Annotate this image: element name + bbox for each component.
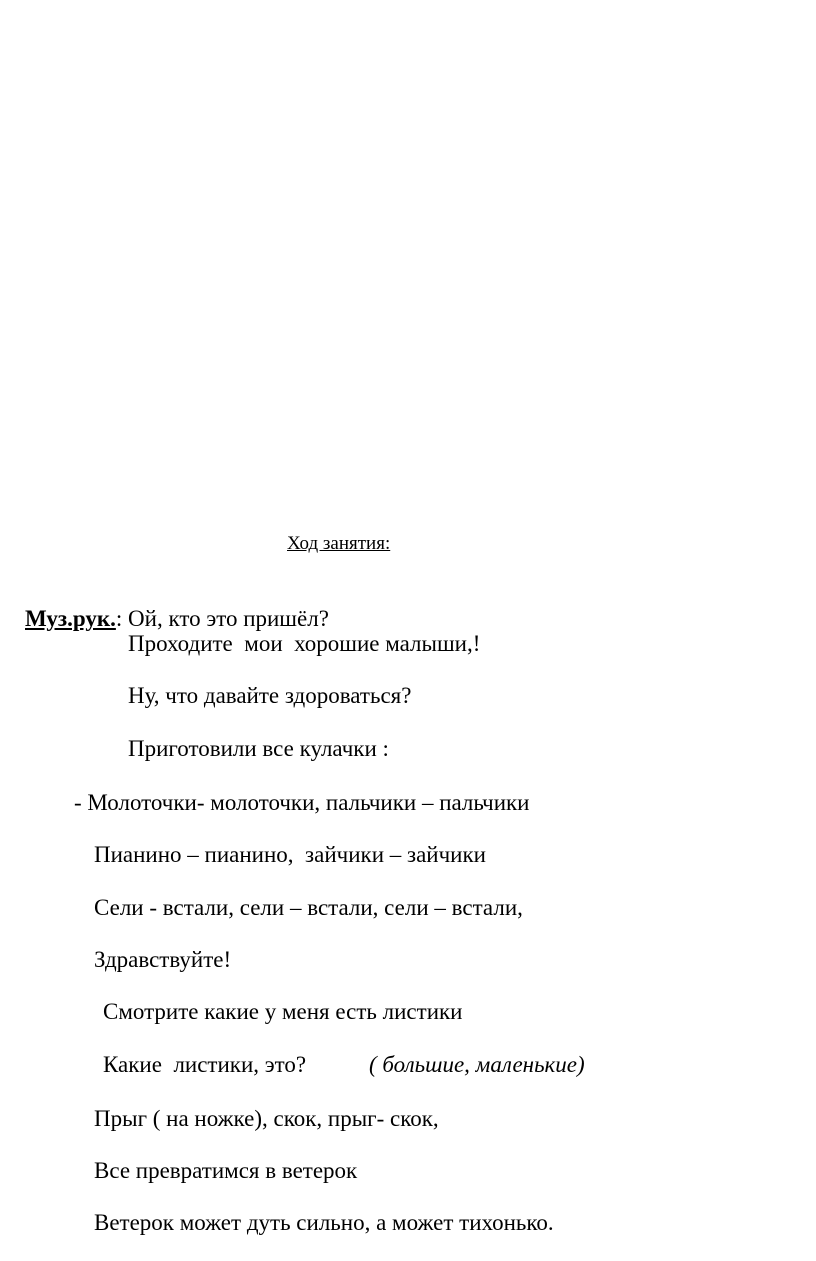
text-line: Сели - встали, сели – встали, сели – встали,	[94, 895, 523, 920]
text-line: Все превратимся в ветерок	[94, 1158, 358, 1183]
text-line: Прыг ( на ножке), скок, прыг- скок,	[94, 1106, 439, 1131]
text-line: Смотрите какие у меня есть листики	[103, 999, 463, 1024]
speaker-text: : Ой, кто это пришёл?	[115, 606, 329, 631]
answer-annotation: ( большие, маленькие)	[369, 1052, 585, 1077]
text-line: Ветерок может дуть сильно, а может тихонько.	[94, 1210, 554, 1235]
text-line: - Молоточки- молоточки, пальчики – пальчики	[74, 790, 530, 815]
text-line: Пианино – пианино, зайчики – зайчики	[94, 842, 486, 867]
text-line: Приготовили все кулачки :	[128, 736, 389, 761]
speaker-label: Муз.рук.	[25, 606, 116, 631]
lesson-heading: Ход занятия:	[287, 533, 391, 554]
text-line: Ну, что давайте здороваться?	[128, 683, 412, 708]
text-line: Здравствуйте!	[94, 947, 232, 972]
text-line: Какие листики, это?	[103, 1052, 307, 1077]
text-line: Проходите мои хорошие малыши,!	[128, 631, 481, 656]
